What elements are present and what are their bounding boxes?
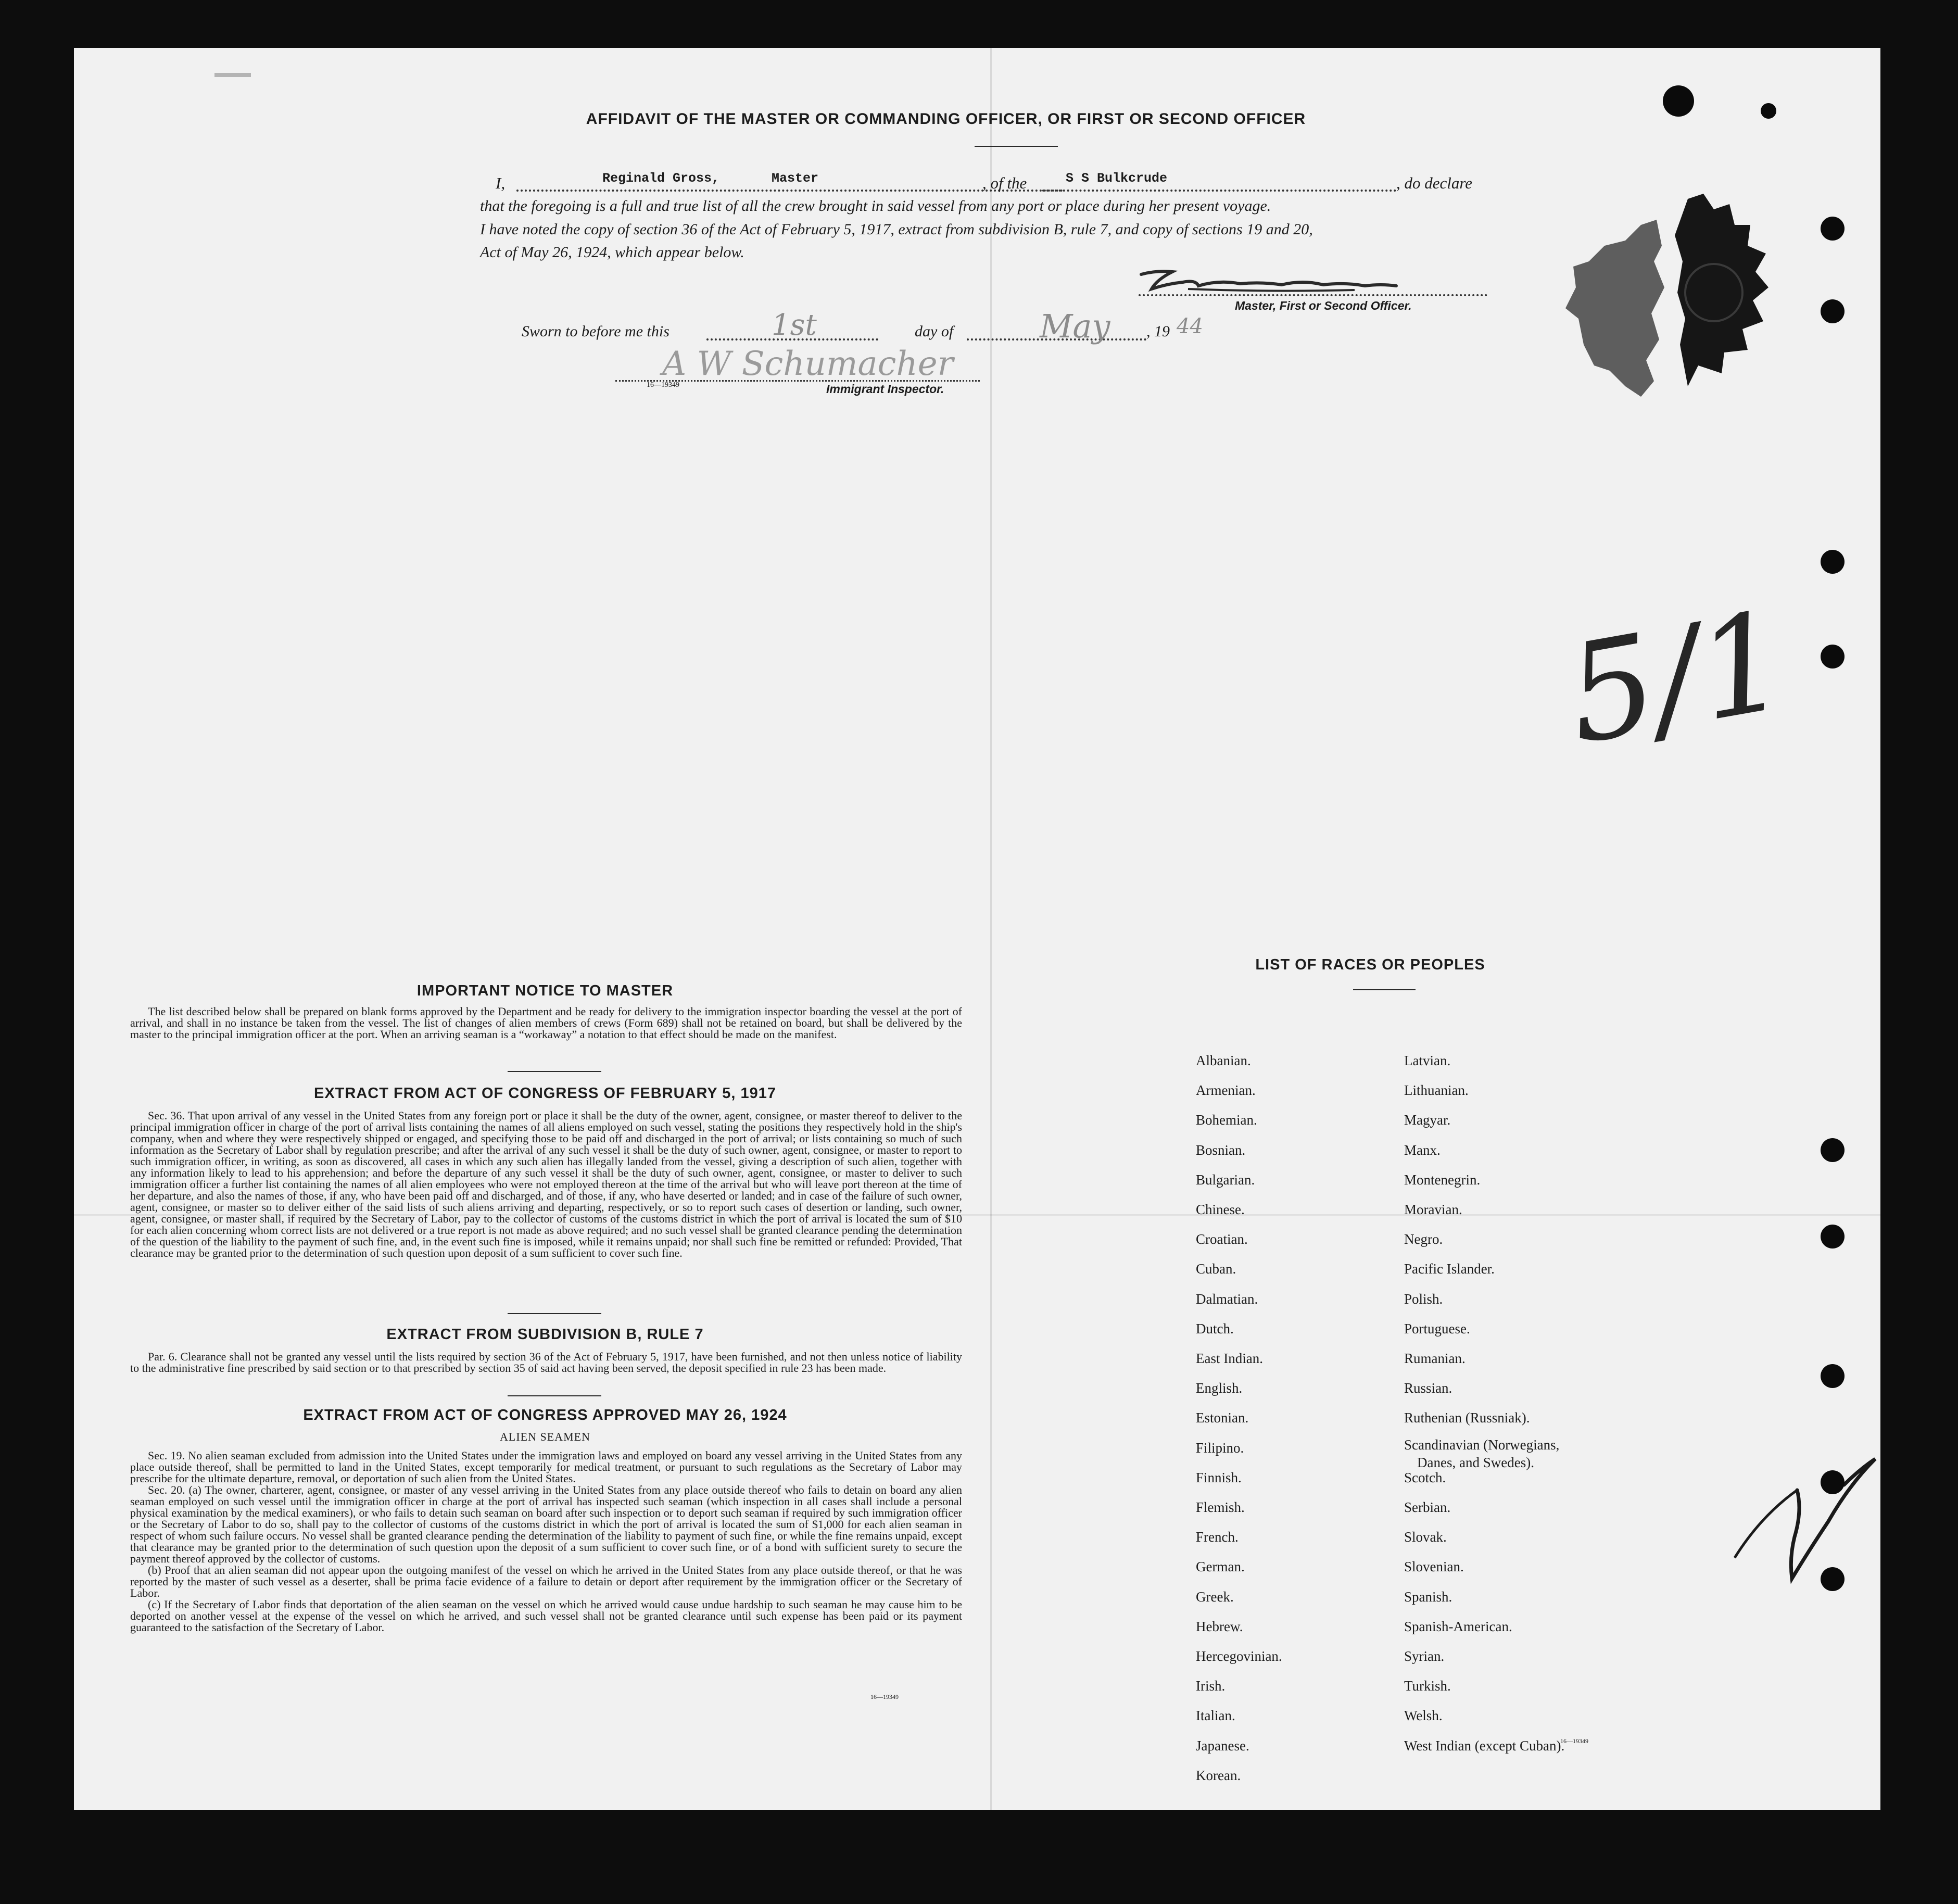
race-item: Irish. bbox=[1196, 1678, 1226, 1694]
binder-hole bbox=[1821, 1470, 1845, 1494]
race-item: Serbian. bbox=[1404, 1499, 1451, 1515]
extract-1924-text: Sec. 19. No alien seaman excluded from admission into the United States under the immigration laws and employed on board any vessel arriving in the United States from any place outside thereof, shall be permitted to land in the United States, except temporarily for medical treatment, or pursuant to such regulations as the Secretary of Labor may prescribe for the ultimate departure, removal, or deportation of such alien from the United States. Sec. 20. (a) The owner, charterer, agent, consignee, or master of any vessel arriving in the United States from any place outside thereof who fails to detain on board any alien seaman employed on such vessel until the immigration officer in charge at the port of arrival has inspected such seaman (which inspection in all cases shall include a personal physical examination by the medical examiners), or who fails to detain such seaman on board after such inspection or to deport such seaman if required by such immigration officer or the Secretary of Labor to do so, shall pay to the collector of customs of the customs district in which the port of arrival is located the sum of $1,000 for each alien seaman in respect of whom such failure occurs. No vessel shall be granted clearance pending the determination of the liability to payment of such fine, or while the fine remains unpaid, except that clearance may be granted prior to the determination of such question upon the deposit of a sum sufficient to cover such fine, or of a bond with sufficient surety to secure the payment thereof approved by the collector of customs. (b) Proof that an alien seaman did not appear upon the outgoing manifest of the vessel on which he arrived in the United States from any place outside thereof, or that he was reported by the master of such vessel as a deserter, shall be prima facie evidence of a failure to detain or deport after requirement by the immigration officer or the Secretary of Labor. (c) If the Secretary of Labor finds that deportation of the alien seaman on the vessel on which he arrived would cause undue hardship to such seaman he may cause him to be deported on another vessel at the expense of the vessel on which he arrived, and such vessel shall not be granted clearance until such expense has been paid or its payment guaranteed to the satisfaction of the Secretary of Labor. bbox=[130, 1449, 962, 1634]
race-item: Polish. bbox=[1404, 1291, 1443, 1307]
extract-1924-title: EXTRACT FROM ACT OF CONGRESS APPROVED MAY 26, 1924 bbox=[303, 1407, 787, 1423]
race-item: Armenian. bbox=[1196, 1082, 1256, 1099]
section-rule bbox=[508, 1071, 601, 1072]
extract-rule7-text: Par. 6. Clearance shall not be granted any vessel until the lists required by section 36 of the Act of February 5, 1917, have been furnished, and not then unless notice of liability to the administrative fine prescribed by said section or to that prescribed by section 35 of said act having been served, the deposit specified in rule 23 has been made. bbox=[130, 1350, 962, 1375]
race-item: Japanese. bbox=[1196, 1737, 1249, 1754]
race-item: French. bbox=[1196, 1529, 1239, 1545]
race-item: Spanish. bbox=[1404, 1588, 1452, 1605]
race-item: Chinese. bbox=[1196, 1202, 1245, 1217]
notary-seal bbox=[1558, 188, 1776, 438]
binder-hole bbox=[1821, 550, 1845, 574]
binder-hole bbox=[1821, 1567, 1845, 1591]
race-item: Hercegovinian. bbox=[1196, 1648, 1282, 1664]
race-item: English. bbox=[1196, 1380, 1243, 1396]
master-dotline bbox=[516, 190, 1063, 192]
race-item: Finnish. bbox=[1196, 1469, 1242, 1485]
of-the-label: , of the bbox=[982, 174, 1027, 192]
sworn-day: 1st bbox=[772, 308, 817, 342]
affidavit-form-number: 16—19349 bbox=[647, 381, 679, 389]
race-item: Latvian. bbox=[1404, 1053, 1451, 1068]
race-item: Albanian. bbox=[1196, 1053, 1251, 1068]
notice-title: IMPORTANT NOTICE TO MASTER bbox=[416, 982, 674, 999]
race-item: Dalmatian. bbox=[1196, 1291, 1258, 1307]
race-item: Dutch. bbox=[1196, 1320, 1234, 1336]
extract-1917-title: EXTRACT FROM ACT OF CONGRESS OF FEBRUARY 5, 1917 bbox=[313, 1085, 777, 1102]
affidavit-line-4: Act of May 26, 1924, which appear below. bbox=[480, 244, 744, 261]
race-item: Magyar. bbox=[1404, 1112, 1451, 1128]
race-item: Croatian. bbox=[1196, 1231, 1248, 1247]
race-item: German. bbox=[1196, 1559, 1245, 1575]
year-prefix: , 19 bbox=[1146, 323, 1170, 340]
binder-hole bbox=[1821, 1225, 1845, 1249]
master-rank: Master bbox=[772, 171, 819, 186]
race-item: Russian. bbox=[1404, 1380, 1452, 1396]
binder-hole bbox=[1821, 1138, 1845, 1162]
binder-hole bbox=[1663, 85, 1694, 117]
race-item: Greek. bbox=[1196, 1588, 1234, 1605]
race-item: Scotch. bbox=[1404, 1469, 1446, 1485]
race-item: Danes, and Swedes). bbox=[1417, 1454, 1534, 1470]
races-title-rule bbox=[1353, 989, 1416, 990]
page-number-annotation: 5/1 bbox=[1556, 582, 1798, 775]
vessel-name: S S Bulkcrude bbox=[1066, 171, 1168, 186]
race-item: Slovak. bbox=[1404, 1529, 1447, 1545]
race-item: Lithuanian. bbox=[1404, 1082, 1469, 1099]
year-suffix: 44 bbox=[1177, 314, 1203, 338]
notice-text: The list described below shall be prepared on blank forms approved by the Department and be ready for delivery to the immigration inspector boarding the vessel at the port of arrival, and shall in no instance be taken from the vessel. The list of changes of alien members of crews (Form 689) shall not be retained on board, but shall be delivered by the master to the principal immigration officer at the port. When an arriving seaman is a “workaway” a notation to that effect should be made on the manifest. bbox=[130, 1005, 962, 1041]
binder-hole bbox=[1821, 645, 1845, 669]
document-sheet bbox=[74, 48, 1880, 1810]
race-item: West Indian (except Cuban). bbox=[1404, 1737, 1565, 1754]
race-item: Welsh. bbox=[1404, 1708, 1443, 1724]
fold-line-vertical bbox=[990, 48, 992, 1810]
affidavit-line-2: that the foregoing is a full and true list of all the crew brought in said vessel from any port or place during her present voyage. bbox=[480, 197, 1271, 215]
vessel-dotline bbox=[1042, 190, 1396, 192]
race-item: Pacific Islander. bbox=[1404, 1261, 1495, 1277]
race-item: Rumanian. bbox=[1404, 1351, 1466, 1366]
section-rule bbox=[508, 1395, 601, 1396]
affidavit-title: AFFIDAVIT OF THE MASTER OR COMMANDING OFFICER, OR FIRST OR SECOND OFFICER bbox=[586, 110, 1306, 128]
checkmark-annotation bbox=[1714, 1422, 1880, 1594]
inspector-caption: Immigrant Inspector. bbox=[826, 382, 944, 396]
race-item: Bohemian. bbox=[1196, 1112, 1257, 1128]
extract-1924-subtitle: ALIEN SEAMEN bbox=[500, 1430, 590, 1443]
day-of-label: day of bbox=[915, 323, 954, 340]
race-item: Syrian. bbox=[1404, 1648, 1445, 1664]
race-item: Montenegrin. bbox=[1404, 1171, 1481, 1188]
master-signature-line bbox=[1139, 294, 1487, 296]
do-declare: , do declare bbox=[1396, 174, 1473, 192]
race-item: East Indian. bbox=[1196, 1351, 1263, 1366]
inspector-signature: A W Schumacher bbox=[662, 345, 954, 383]
binder-hole bbox=[1821, 217, 1845, 241]
sworn-label: Sworn to before me this bbox=[522, 323, 669, 340]
title-rule bbox=[975, 146, 1058, 147]
section-rule bbox=[508, 1313, 601, 1314]
sworn-month: May bbox=[1040, 307, 1110, 345]
extract-rule7-title: EXTRACT FROM SUBDIVISION B, RULE 7 bbox=[386, 1326, 704, 1343]
binder-hole bbox=[1821, 299, 1845, 323]
race-item: Cuban. bbox=[1196, 1261, 1236, 1277]
race-item: Turkish. bbox=[1404, 1678, 1451, 1694]
race-item: Moravian. bbox=[1404, 1202, 1462, 1217]
i-label: I, bbox=[496, 174, 506, 192]
race-item: Italian. bbox=[1196, 1708, 1235, 1724]
binder-hole bbox=[1821, 1364, 1845, 1388]
master-name: Reginald Gross, bbox=[602, 171, 720, 186]
races-title: LIST OF RACES OR PEOPLES bbox=[1255, 956, 1485, 973]
race-item: Slovenian. bbox=[1404, 1559, 1464, 1575]
signature-caption: Master, First or Second Officer. bbox=[1235, 299, 1412, 312]
race-item: Ruthenian (Russniak). bbox=[1404, 1410, 1530, 1426]
binder-hole bbox=[1761, 103, 1776, 119]
race-item: Filipino. bbox=[1196, 1440, 1244, 1456]
race-item: Spanish-American. bbox=[1404, 1618, 1512, 1634]
race-item: Portuguese. bbox=[1404, 1320, 1470, 1336]
extract-1917-text: Sec. 36. That upon arrival of any vessel in the United States from any foreign port or place it shall be the duty of the owner, agent, consignee, or master thereof to deliver to the principal immigration officer in charge of the port of arrival lists containing the names of all aliens employed on such vessel, stating the positions they respectively hold in the ship's company, when and where they were respectively shipped or engaged, and specifying those to be paid off and discharged in the port of arrival; or lists containing so much of such information as the Secretary of Labor shall by regulation prescribe; and after the arrival of any such vessel it shall be the duty of such owner, agent, consignee, or master to report to such immigration officer, in writing, as soon as discovered, all cases in which any such alien has illegally landed from the vessel, giving a description of such alien, together with any information likely to lead to his apprehension; and before the departure of any such vessel it shall be the duty of such owner, agent, consignee, or master to deliver to such immigration officer a further list containing the names of all alien employees who were not employed thereon at the time of the arrival but who will leave port thereon at the time of her departure, and also the names of those, if any, who have been paid off and discharged, and of those, if any, who have deserted or landed; and in case of the failure of such owner, agent, consignee, or master so to deliver either of the said lists of such aliens arriving and departing, respectively, or so to report such cases of desertion or landing, such owner, agent, consignee, or master shall, if required by the Secretary of Labor, pay to the collector of customs of the customs district in which the port of arrival is located the sum of $10 for each alien concerning whom correct lists are not delivered or a true report is not made as above required; and no such vessel shall be granted clearance pending the determination of the question of the liability to the payment of such fine, and, in the event such fine is imposed, while it remains unpaid; nor shall such fine be remitted or refunded: Provided, That clearance may be granted prior to the determination of such question upon deposit of a sum sufficient to cover such fine. bbox=[130, 1109, 962, 1259]
races-form-number: 16—19349 bbox=[1560, 1737, 1588, 1745]
extract-form-number: 16—19349 bbox=[870, 1693, 899, 1700]
race-item: Korean. bbox=[1196, 1767, 1241, 1783]
race-item: Bulgarian. bbox=[1196, 1171, 1255, 1188]
race-item: Bosnian. bbox=[1196, 1142, 1246, 1158]
race-item: Estonian. bbox=[1196, 1410, 1249, 1426]
race-item: Scandinavian (Norwegians, bbox=[1404, 1436, 1560, 1453]
race-item: Negro. bbox=[1404, 1231, 1443, 1247]
race-item: Flemish. bbox=[1196, 1499, 1245, 1515]
race-item: Hebrew. bbox=[1196, 1618, 1243, 1634]
race-item: Manx. bbox=[1404, 1142, 1441, 1158]
affidavit-line-3: I have noted the copy of section 36 of the Act of February 5, 1917, extract from subdivision B, rule 7, and copy of sections 19 and 20, bbox=[480, 221, 1313, 238]
bleed-mark bbox=[214, 73, 251, 77]
